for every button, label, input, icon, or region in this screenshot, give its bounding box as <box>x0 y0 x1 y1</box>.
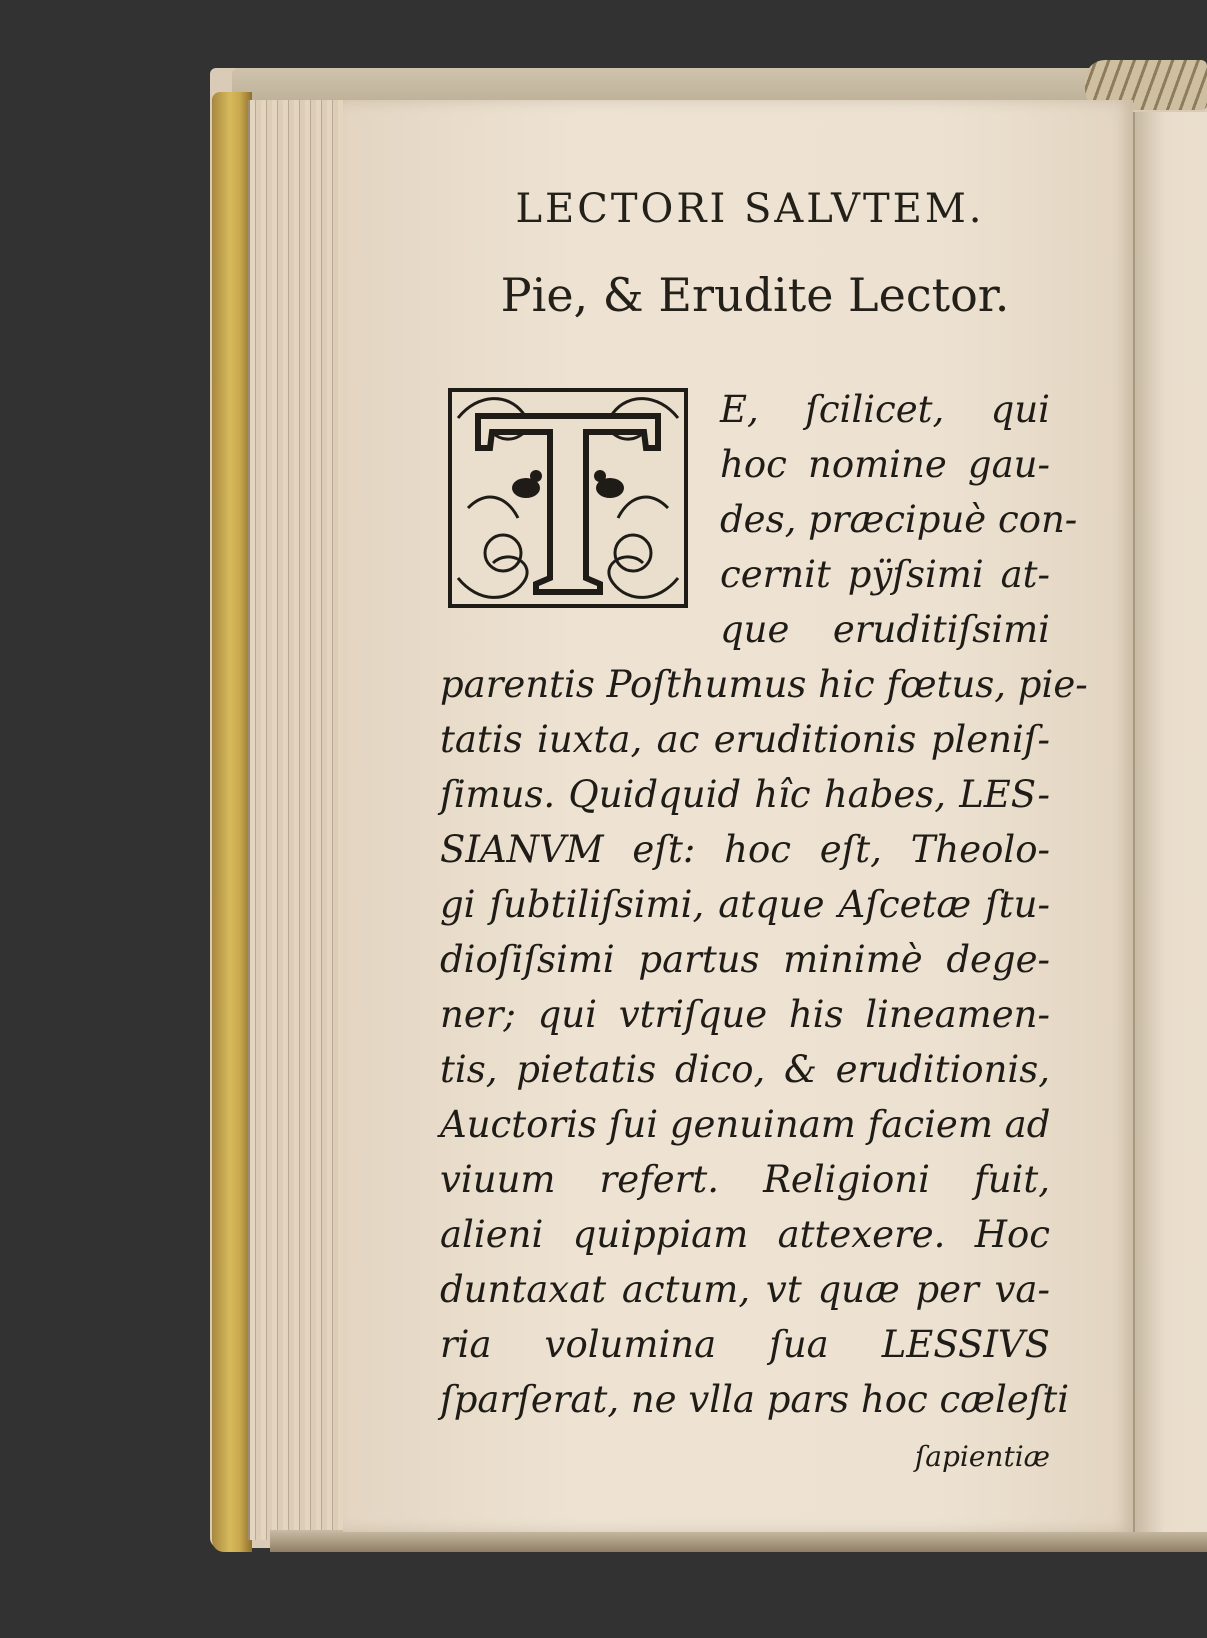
text-line: gi ſubtiliſsimi, atque Aſcetæ ſtu- <box>440 883 1050 926</box>
text-line: cernit pÿſsimi at- <box>720 553 1050 596</box>
text-line: tatis iuxta, ac eruditionis pleniſ- <box>440 718 1050 761</box>
text-line: ria volumina ſua LESSIVS <box>440 1323 1050 1366</box>
text-line: parentis Poſthumus hic fœtus, pie- <box>440 663 1088 706</box>
text-line: ſimus. Quidquid hîc habes, LES- <box>440 773 1050 816</box>
page-stack <box>248 100 345 1540</box>
text-line: hoc nomine gau- <box>720 443 1050 486</box>
decorated-initial <box>448 388 688 608</box>
text-line: tis, pietatis dico, & eruditionis, <box>440 1048 1050 1091</box>
text-line: ner; qui vtriſque his lineamen- <box>440 993 1050 1036</box>
text-line: duntaxat actum, vt quæ per va- <box>440 1268 1050 1311</box>
text-line: des, præcipuè con- <box>720 498 1078 541</box>
text-line: que eruditiſsimi <box>720 608 1050 651</box>
book-bottom-edge <box>270 1530 1207 1552</box>
text-line: Auctoris ſui genuinam faciem ad <box>440 1103 1051 1146</box>
page-heading: LECTORI SALVTEM. <box>515 186 985 232</box>
text-line: dioſiſsimi partus minimè dege- <box>440 938 1050 981</box>
book-cover-edge <box>212 92 252 1552</box>
text-line: E, ſcilicet, qui <box>720 388 1050 431</box>
text-line: SIANVM eſt: hoc eſt, Theolo- <box>440 828 1050 871</box>
text-line: alieni quippiam attexere. Hoc <box>440 1213 1050 1256</box>
text-line: viuum refert. Religioni fuit, <box>440 1158 1050 1201</box>
svg-text:T: T <box>567 508 569 509</box>
woodcut-initial-icon <box>448 388 688 608</box>
catchword: ſapientiæ <box>914 1440 1050 1473</box>
page-subheading: Pie, & Erudite Lector. <box>500 268 1010 322</box>
text-line: ſparſerat, ne vlla pars hoc cæleſti <box>440 1378 1070 1421</box>
facing-page-edge <box>1133 112 1207 1532</box>
